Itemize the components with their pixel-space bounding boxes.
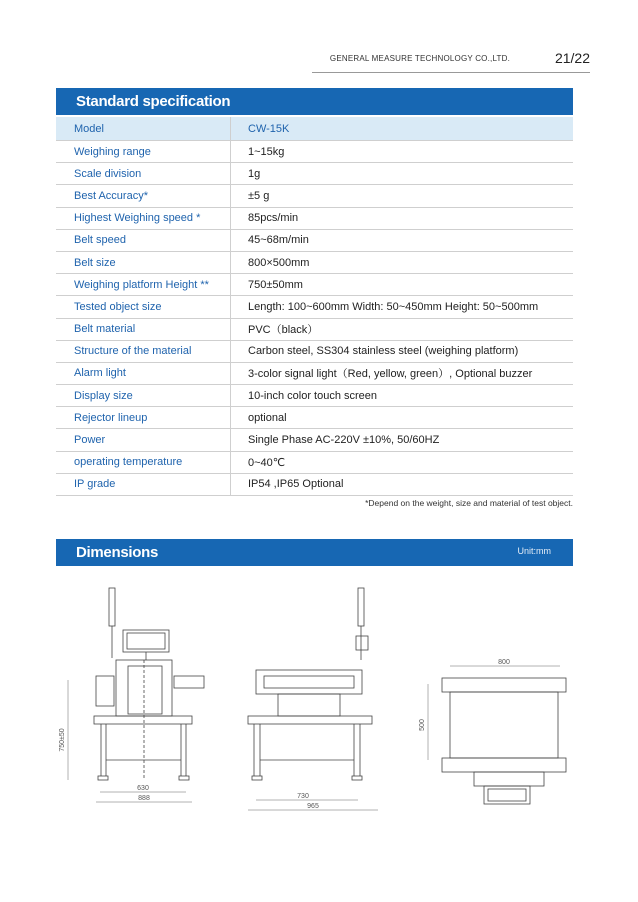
spec-row: [56, 296, 573, 318]
spec-row: [56, 363, 573, 385]
front-view-drawing: [56, 580, 216, 820]
spec-row: [56, 319, 573, 341]
spec-value: 10-inch color touch screen: [248, 389, 378, 402]
spec-section-header: [56, 88, 573, 115]
spec-label: Highest Weighing speed *: [56, 208, 231, 229]
spec-label: Display size: [56, 385, 231, 406]
spec-value: ±5 g: [248, 189, 270, 202]
spec-label: Belt speed: [56, 230, 231, 251]
spec-row: [56, 274, 573, 296]
side-inner-width-dim: 730: [297, 793, 309, 800]
spec-row: [56, 474, 573, 496]
spec-value: 85pcs/min: [248, 212, 299, 225]
spec-row: [56, 141, 573, 163]
spec-label: Belt material: [56, 319, 231, 340]
spec-section-title: Standard specification: [76, 93, 231, 110]
spec-table: [56, 117, 573, 496]
spec-value: optional: [248, 411, 287, 424]
front-height-dim: 750±50: [59, 728, 66, 752]
spec-value: CW-15K: [248, 122, 290, 135]
unit-label: Unit:mm: [517, 546, 551, 556]
spec-value: PVC（black）: [248, 324, 319, 337]
front-outer-width-dim: 888: [138, 795, 150, 802]
page-header: [0, 48, 638, 72]
spec-label: Weighing range: [56, 141, 231, 162]
spec-value: 1g: [248, 167, 261, 180]
spec-row: [56, 163, 573, 185]
spec-value: 0~40℃: [248, 456, 286, 469]
dimensions-section-header: [56, 539, 573, 566]
spec-value: Length: 100~600mm Width: 50~450mm Height: 50~500mm: [248, 300, 539, 313]
header-rule: [312, 72, 590, 73]
spec-label: Belt size: [56, 252, 231, 273]
spec-row: [56, 208, 573, 230]
spec-label: Scale division: [56, 163, 231, 184]
top-belt-length-dim: 800: [498, 659, 510, 666]
spec-row: [56, 341, 573, 363]
company-name: GENERAL MEASURE TECHNOLOGY CO.,LTD.: [329, 54, 510, 63]
page-number: 21/22: [554, 50, 590, 66]
spec-row: [56, 117, 573, 141]
spec-row: [56, 252, 573, 274]
spec-label: Weighing platform Height **: [56, 274, 231, 295]
spec-row: [56, 385, 573, 407]
spec-value: Carbon steel, SS304 stainless steel (weighing platform): [248, 345, 519, 358]
front-inner-width-dim: 630: [137, 785, 149, 792]
spec-label: Power: [56, 429, 231, 450]
top-belt-width-dim: 500: [419, 719, 426, 731]
spec-label: Tested object size: [56, 296, 231, 317]
spec-value: 1~15kg: [248, 145, 285, 158]
spec-value: 800×500mm: [248, 256, 310, 269]
spec-row: [56, 230, 573, 252]
side-outer-width-dim: 965: [307, 803, 319, 810]
spec-value: Single Phase AC-220V ±10%, 50/60HZ: [248, 434, 440, 447]
dimensions-title: Dimensions: [76, 544, 159, 561]
spec-row: [56, 452, 573, 474]
spec-label: Rejector lineup: [56, 407, 231, 428]
footnote: *Depend on the weight, size and material of test object.: [365, 498, 573, 508]
spec-value: IP54 ,IP65 Optional: [248, 478, 344, 491]
spec-label: Structure of the material: [56, 341, 231, 362]
spec-label: operating temperature: [56, 452, 231, 473]
spec-label: IP grade: [56, 474, 231, 495]
spec-value: 45~68m/min: [248, 234, 309, 247]
spec-row: [56, 407, 573, 429]
spec-row: [56, 429, 573, 451]
spec-row: [56, 185, 573, 207]
spec-label: Alarm light: [56, 363, 231, 384]
top-view-drawing: [414, 580, 574, 820]
spec-label: Best Accuracy*: [56, 185, 231, 206]
spec-label: Model: [56, 117, 231, 140]
spec-value: 3-color signal light（Red, yellow, green）, Optional buzzer: [248, 368, 533, 381]
side-view-drawing: [238, 580, 388, 820]
spec-value: 750±50mm: [248, 278, 303, 291]
